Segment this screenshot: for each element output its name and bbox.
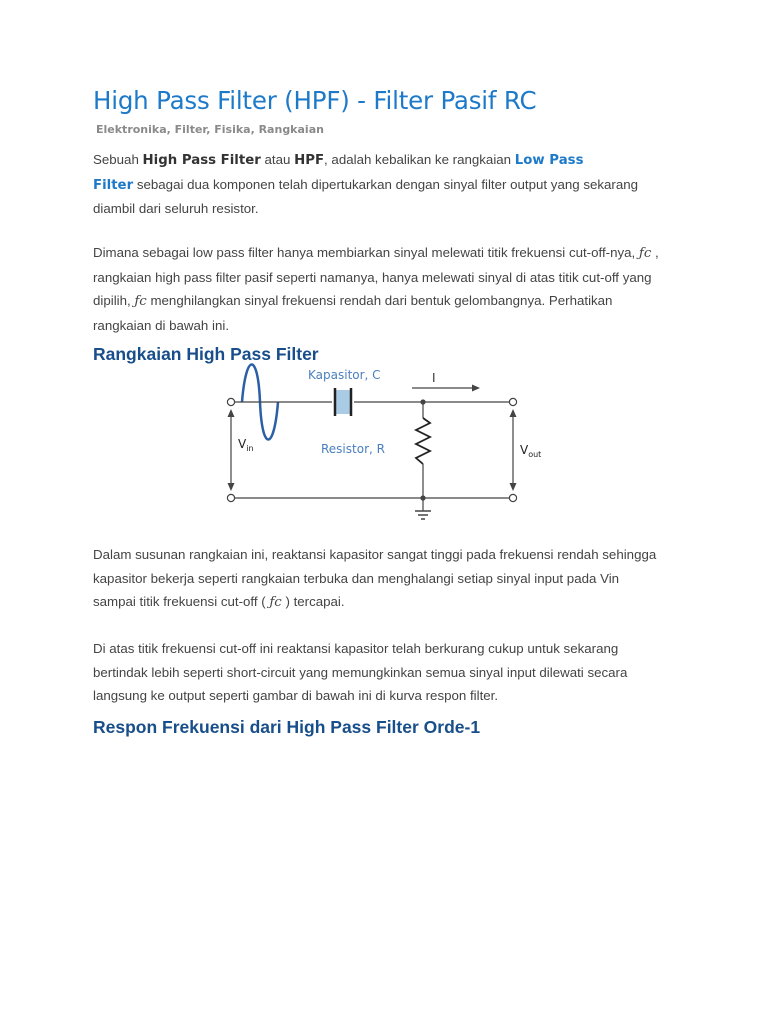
paragraph-line: [93, 289, 683, 314]
vin-arrowhead: [228, 409, 235, 417]
paragraph-line: [93, 241, 683, 266]
vin-label-sub: in: [246, 444, 254, 453]
paragraph-line: rangkaian high pass filter pasif seperti namanya, hanya melewati sinyal di atas titik cut-off yang: [93, 269, 652, 285]
vin-label-main: V: [238, 437, 247, 451]
text: dipilih,: [93, 293, 135, 308]
fc-symbol: ƒc: [134, 294, 147, 309]
high-pass-filter-circuit-diagram: [222, 364, 542, 524]
paragraph-high-frequency: [93, 637, 683, 708]
input-terminal: [227, 398, 234, 405]
text: menghilangkan sinyal frekuensi rendah dari bentuk gelombangnya. Perhatikan: [146, 293, 613, 308]
text: sampai titik frekuensi cut-off (: [93, 594, 270, 609]
section-heading-response: Respon Frekuensi dari High Pass Filter Orde-1: [93, 717, 481, 737]
paragraph-intro: [93, 148, 683, 221]
vin-label: [238, 437, 254, 453]
paragraph-cutoff: [93, 241, 683, 337]
fc-symbol: ƒc: [638, 246, 652, 261]
current-arrowhead: [472, 385, 480, 392]
paragraph-line: [93, 173, 683, 198]
paragraph-low-frequency: [93, 543, 683, 615]
text: , adalah kebalikan ke rangkaian: [324, 152, 515, 167]
text: ) tercapai.: [281, 594, 345, 609]
paragraph-line: [93, 590, 683, 615]
paragraph-line: langsung ke output seperti gambar di bawah ini di kurva respon filter.: [93, 688, 499, 703]
paragraph-line: diambil dari seluruh resistor.: [93, 201, 259, 216]
low-pass-filter-link[interactable]: Filter: [93, 177, 134, 193]
resistor-zigzag: [416, 418, 430, 464]
paragraph-line: rangkaian di bawah ini.: [93, 317, 230, 333]
capacitor-body: [334, 390, 352, 414]
vout-arrowhead: [510, 409, 517, 417]
bold-term: High Pass Filter: [142, 153, 261, 168]
text: sebagai dua komponen telah dipertukarkan dengan sinyal filter output yang sekarang: [133, 176, 639, 192]
paragraph-line: Dalam susunan rangkaian ini, reaktansi kapasitor sangat tinggi pada frekuensi rendah sehingga: [93, 547, 657, 562]
resistor-label: Resistor, R: [321, 442, 385, 456]
capacitor-label: Kapasitor, C: [308, 368, 381, 382]
low-pass-filter-link[interactable]: Low Pass: [514, 153, 584, 168]
text: Dimana sebagai low pass filter hanya membiarkan sinyal melewati titik frekuensi cut-off-nya,: [93, 245, 639, 260]
vout-arrowhead: [510, 483, 517, 491]
output-terminal: [509, 494, 516, 501]
text: ,: [651, 245, 659, 260]
output-terminal: [509, 398, 516, 405]
paragraph-line: kapasitor bekerja seperti rangkaian terbuka dan menghalangi setiap sinyal input pada Vin: [93, 570, 620, 586]
vout-label: [520, 443, 541, 459]
current-label: I: [432, 371, 436, 385]
page-title: High Pass Filter (HPF) - Filter Pasif RC: [93, 86, 537, 115]
category-list[interactable]: Elektronika, Filter, Fisika, Rangkaian: [96, 123, 324, 136]
vout-label-sub: out: [528, 450, 542, 459]
bold-term: HPF: [294, 153, 325, 168]
paragraph-line: Di atas titik frekuensi cut-off ini reaktansi kapasitor telah berkurang cukup untuk sekarang: [93, 641, 619, 656]
paragraph-line: bertindak lebih seperti short-circuit yang memungkinkan semua sinyal input dilewati secara: [93, 664, 628, 680]
fc-symbol: ƒc: [269, 595, 282, 610]
section-heading-circuit: Rangkaian High Pass Filter: [93, 344, 319, 364]
text: Sebuah: [93, 152, 143, 167]
text: atau: [260, 152, 295, 167]
vin-arrowhead: [228, 483, 235, 491]
vout-label-main: V: [520, 443, 529, 457]
paragraph-line: [93, 148, 683, 173]
input-terminal: [227, 494, 234, 501]
